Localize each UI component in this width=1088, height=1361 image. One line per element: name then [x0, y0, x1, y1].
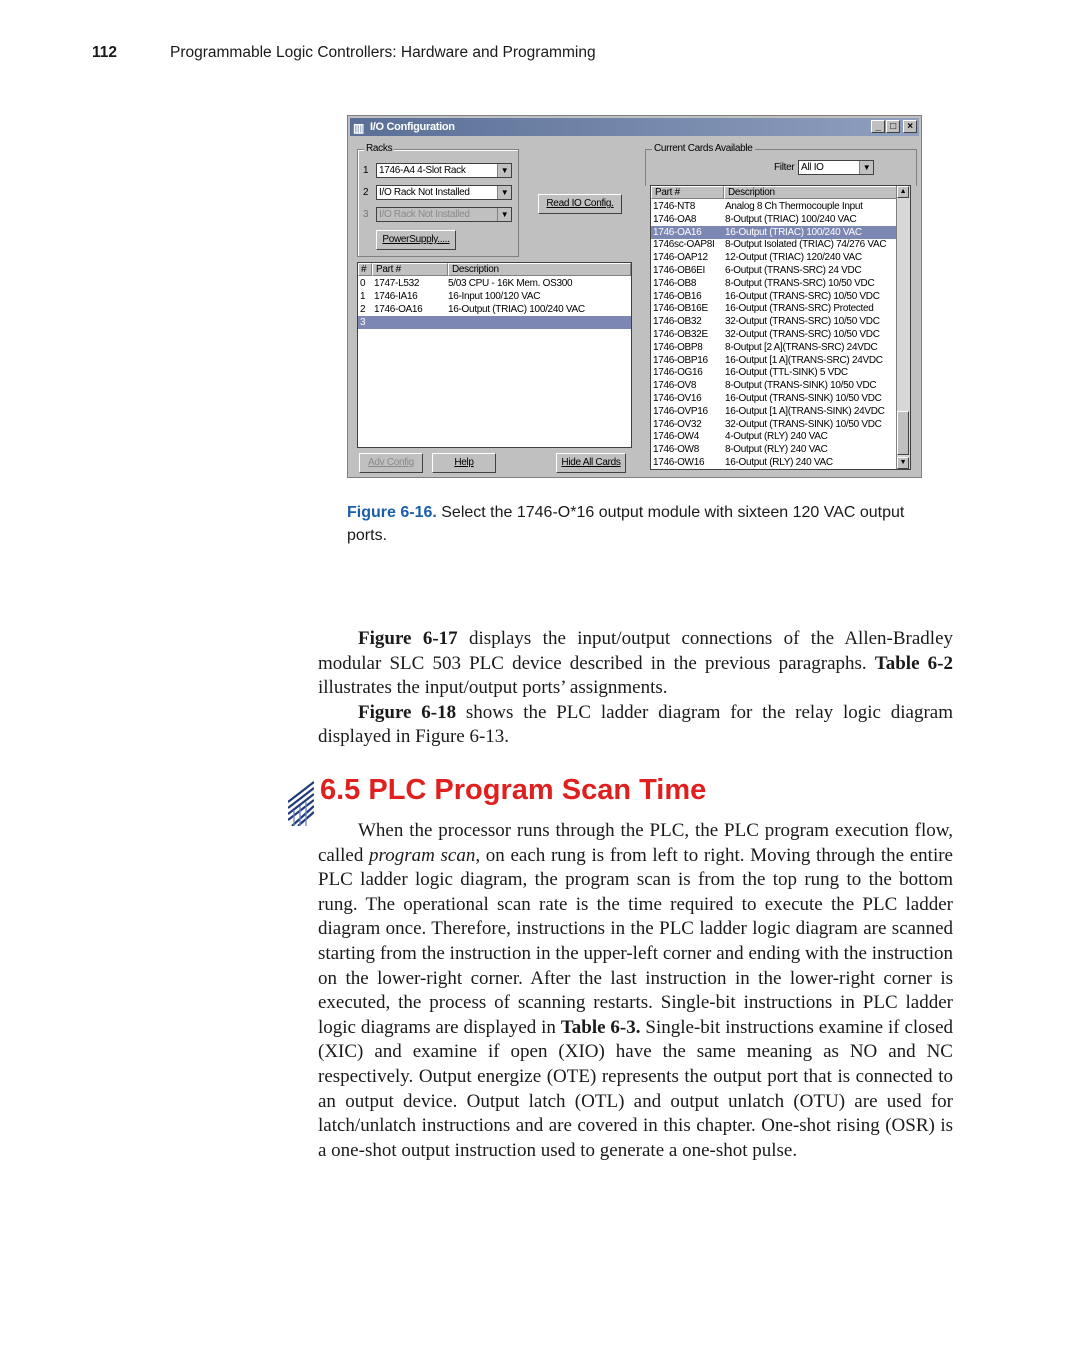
- rack-number: 3: [363, 209, 369, 220]
- card-row[interactable]: [651, 354, 897, 367]
- card-part: 1746-NT8: [653, 201, 696, 212]
- slot-row[interactable]: [358, 316, 631, 329]
- card-row[interactable]: [651, 238, 897, 251]
- slot-number: 0: [360, 278, 366, 289]
- rack-1-select[interactable]: [376, 163, 512, 178]
- paragraph: [318, 819, 953, 1163]
- card-description: 6-Output (TRANS-SRC) 24 VDC: [725, 265, 862, 276]
- maximize-icon[interactable]: □: [886, 120, 900, 133]
- paragraph-text: on each rung is from left to right. Moving through the entire PLC ladder logic diagram, the program scan is from the top rung to the bottom rung. The operational scan rate is the time required to execute the PLC ladder diagram once. Therefore, instructions in the PLC ladder logic diagram are scanned starting from the instruction in the upper-left corner and ending with the instruction on the lower-right corner. After the last instruction in the lower-right corner is executed, the process of scanning restarts. Single-bit instructions in PLC ladder logic diagrams are displayed in: [318, 844, 953, 1038]
- scrollbar-thumb[interactable]: [897, 411, 909, 455]
- section-emblem-icon: [288, 780, 314, 826]
- section-heading: [288, 774, 938, 824]
- card-row[interactable]: [651, 456, 897, 469]
- paragraph-text: When the processor runs through the PLC, the PLC program execution flow, called: [318, 820, 953, 866]
- card-part: 1746-OV32: [653, 418, 702, 430]
- card-row[interactable]: [651, 264, 897, 277]
- card-row[interactable]: [651, 418, 897, 431]
- read-io-config-label: Read IO Config.: [546, 198, 614, 209]
- card-description: 32-Output (TRANS-SINK) 10/50 VDC: [725, 418, 882, 430]
- current-cards-group: [645, 143, 917, 186]
- racks-group: [357, 143, 519, 257]
- card-description: 16-Output [1 A](TRANS-SINK) 24VDC: [725, 405, 885, 417]
- card-description: 16-Output (TRANS-SRC) Protected: [725, 303, 874, 315]
- racks-legend: Racks: [366, 143, 393, 154]
- scroll-down-icon[interactable]: ▼: [897, 457, 909, 469]
- filter-label: Filter: [774, 162, 795, 173]
- card-description: Analog 8 Ch Thermocouple Input: [725, 201, 863, 212]
- running-header: [92, 44, 596, 62]
- card-row[interactable]: [651, 226, 897, 239]
- filter-value: All IO: [801, 162, 824, 173]
- body-paragraph: [318, 819, 953, 1163]
- slot-column-header[interactable]: #: [358, 263, 372, 276]
- card-part: 1746-OBP8: [653, 341, 703, 353]
- card-row[interactable]: [651, 443, 897, 456]
- card-row[interactable]: [651, 430, 897, 443]
- paragraph-text: illustrates the input/output ports’ assignments.: [318, 677, 668, 699]
- card-row[interactable]: [651, 379, 897, 392]
- table-ref: Table 6-3.: [560, 1016, 641, 1038]
- help-label: Help: [454, 457, 474, 468]
- card-part: 1746-OA16: [653, 226, 702, 238]
- card-part: 1746-OG16: [653, 367, 703, 379]
- card-row[interactable]: [651, 392, 897, 405]
- card-description: 32-Output (TRANS-SRC) 10/50 VDC: [725, 329, 880, 340]
- chevron-down-icon[interactable]: ▼: [497, 208, 511, 221]
- chevron-down-icon[interactable]: ▼: [859, 161, 873, 174]
- slot-description: 16-Output (TRIAC) 100/240 VAC: [448, 304, 585, 315]
- adv-config-button[interactable]: [359, 453, 423, 473]
- card-part: 1746sc-OAP8I: [653, 239, 715, 251]
- card-description: 32-Output (TRANS-SRC) 10/50 VDC: [725, 316, 880, 328]
- card-description: 16-Output (TTL-SINK) 5 VDC: [725, 367, 848, 379]
- intro-paragraphs: [318, 627, 953, 750]
- slot-number: 3: [360, 317, 366, 328]
- card-part: 1746-OV8: [653, 380, 697, 392]
- rack-2-select[interactable]: [376, 185, 512, 200]
- filter-select[interactable]: [798, 160, 874, 175]
- slot-part: 1746-IA16: [374, 291, 418, 302]
- slot-description: 5/03 CPU - 16K Mem. OS300: [448, 278, 573, 289]
- current-cards-legend: Current Cards Available: [654, 143, 753, 154]
- slot-number: 1: [360, 291, 366, 302]
- page-number: 112: [92, 44, 118, 61]
- adv-config-label: Adv Config: [368, 457, 414, 468]
- section-title: 6.5 PLC Program Scan Time: [320, 774, 707, 806]
- rack-3-select[interactable]: [376, 207, 512, 222]
- paragraph-text: displays the input/output connections of the Allen-Bradley modular SLC 503 PLC device described in the previous paragraphs.: [318, 628, 953, 674]
- table-ref: Table 6-2: [874, 652, 953, 674]
- io-configuration-dialog: [347, 115, 922, 478]
- cards-scrollbar[interactable]: [896, 186, 910, 469]
- rack-3-value: I/O Rack Not Installed: [379, 209, 470, 220]
- slot-row[interactable]: [358, 303, 631, 316]
- rack-1-value: 1746-A4 4-Slot Rack: [379, 165, 466, 176]
- card-part-column-header[interactable]: Part #: [651, 186, 724, 199]
- scroll-up-icon[interactable]: ▲: [897, 186, 909, 198]
- card-description: 8-Output [2 A](TRANS-SRC) 24VDC: [725, 341, 878, 353]
- book-title: Programmable Logic Controllers: Hardware and Programming: [170, 44, 596, 61]
- caption-text: Select the 1746-O*16 output module with sixteen 120 VAC output ports.: [347, 504, 905, 544]
- card-part: 1746-OB16E: [653, 303, 708, 315]
- card-row[interactable]: [651, 405, 897, 418]
- paragraph-text: shows the PLC ladder diagram for the relay logic diagram displayed in Figure 6-13.: [318, 701, 953, 748]
- card-row[interactable]: [651, 277, 897, 290]
- card-part: 1746-OA8: [653, 213, 697, 225]
- card-part: 1746-OB32E: [653, 329, 708, 340]
- part-column-header[interactable]: Part #: [372, 263, 448, 276]
- dialog-titlebar: [350, 118, 919, 136]
- card-description: 8-Output (TRIAC) 100/240 VAC: [725, 213, 857, 225]
- card-description: 12-Output (TRIAC) 120/240 VAC: [725, 252, 862, 264]
- card-description: 4-Output (RLY) 240 VAC: [725, 431, 828, 443]
- card-description: 8-Output (TRANS-SINK) 10/50 VDC: [725, 380, 877, 392]
- card-row[interactable]: [651, 290, 897, 303]
- card-part: 1746-OAP12: [653, 252, 708, 264]
- chevron-down-icon[interactable]: ▼: [497, 186, 511, 199]
- card-row[interactable]: [651, 302, 897, 315]
- help-button[interactable]: [432, 453, 496, 473]
- card-description: 16-Output [1 A](TRANS-SRC) 24VDC: [725, 354, 883, 366]
- card-row[interactable]: [651, 200, 897, 213]
- rack-number: 2: [363, 187, 369, 198]
- slots-listbox[interactable]: [357, 262, 632, 448]
- figure-label: Figure 6-16.: [347, 504, 437, 521]
- card-description: 8-Output (TRANS-SRC) 10/50 VDC: [725, 277, 875, 289]
- dialog-title: I/O Configuration: [370, 121, 455, 133]
- figure-ref: Figure 6-18: [358, 701, 457, 723]
- slot-description: 16-Input 100/120 VAC: [448, 291, 541, 302]
- power-supply-label: PowerSupply.....: [382, 234, 450, 245]
- card-part: 1746-OW4: [653, 431, 699, 443]
- card-part: 1746-OV16: [653, 393, 702, 404]
- slot-number: 2: [360, 304, 366, 315]
- close-icon[interactable]: ×: [903, 120, 917, 133]
- card-part: 1746-OBP16: [653, 354, 708, 366]
- cards-listbox[interactable]: [650, 185, 911, 470]
- rack-number: 1: [363, 165, 369, 176]
- card-row[interactable]: [651, 341, 897, 354]
- paragraph: [318, 627, 953, 701]
- card-part: 1746-OB6EI: [653, 265, 706, 276]
- minimize-icon[interactable]: _: [871, 120, 885, 133]
- card-description: 16-Output (TRANS-SINK) 10/50 VDC: [725, 393, 882, 404]
- card-description: 8-Output (RLY) 240 VAC: [725, 444, 828, 456]
- card-part: 1746-OB8: [653, 277, 697, 289]
- card-part: 1746-OW8: [653, 444, 699, 456]
- card-description: 16-Output (TRANS-SRC) 10/50 VDC: [725, 290, 880, 302]
- card-row[interactable]: [651, 366, 897, 379]
- card-part: 1746-OB16: [653, 290, 702, 302]
- paragraph-text: Single-bit instructions examine if closed (XIC) and examine if open (XIO) have the same meaning as NO and NC respectively. Output energize (OTE) represents the output port that is connected to an output device. Output latch (OTL) and output unlatch (OTU) are used for latch/unlatch instructions and are covered in this chapter. One-shot rising (OSR) is a one-shot output instruction used to generate a one-shot pulse.: [318, 1016, 953, 1161]
- card-description: 16-Output (TRIAC) 100/240 VAC: [725, 226, 862, 238]
- card-row[interactable]: [651, 328, 897, 341]
- card-row[interactable]: [651, 251, 897, 264]
- chevron-down-icon[interactable]: ▼: [497, 164, 511, 177]
- slot-row[interactable]: [358, 277, 631, 290]
- figure-ref: Figure 6-17: [358, 628, 458, 649]
- card-row[interactable]: [651, 213, 897, 226]
- card-part: 1746-OW16: [653, 457, 705, 468]
- hide-all-cards-button[interactable]: [556, 453, 626, 473]
- paragraph: [318, 701, 953, 750]
- rack-2-value: I/O Rack Not Installed: [379, 187, 470, 198]
- card-part: 1746-OVP16: [653, 405, 708, 417]
- app-icon: ▥: [353, 121, 365, 135]
- card-part: 1746-OB32: [653, 316, 702, 328]
- hide-all-cards-label: Hide All Cards: [561, 457, 621, 468]
- card-description-column-header[interactable]: Description: [724, 186, 899, 199]
- figure-caption: [347, 501, 907, 547]
- read-io-config-button[interactable]: [538, 194, 622, 214]
- description-column-header[interactable]: Description: [448, 263, 631, 276]
- power-supply-button[interactable]: [376, 230, 456, 250]
- card-description: 8-Output Isolated (TRIAC) 74/276 VAC: [725, 239, 887, 251]
- card-row[interactable]: [651, 315, 897, 328]
- card-description: 16-Output (RLY) 240 VAC: [725, 457, 833, 468]
- slot-part: 1746-OA16: [374, 304, 423, 315]
- term-italic: program scan,: [369, 844, 481, 866]
- slot-part: 1747-L532: [374, 278, 420, 289]
- slot-row[interactable]: [358, 290, 631, 303]
